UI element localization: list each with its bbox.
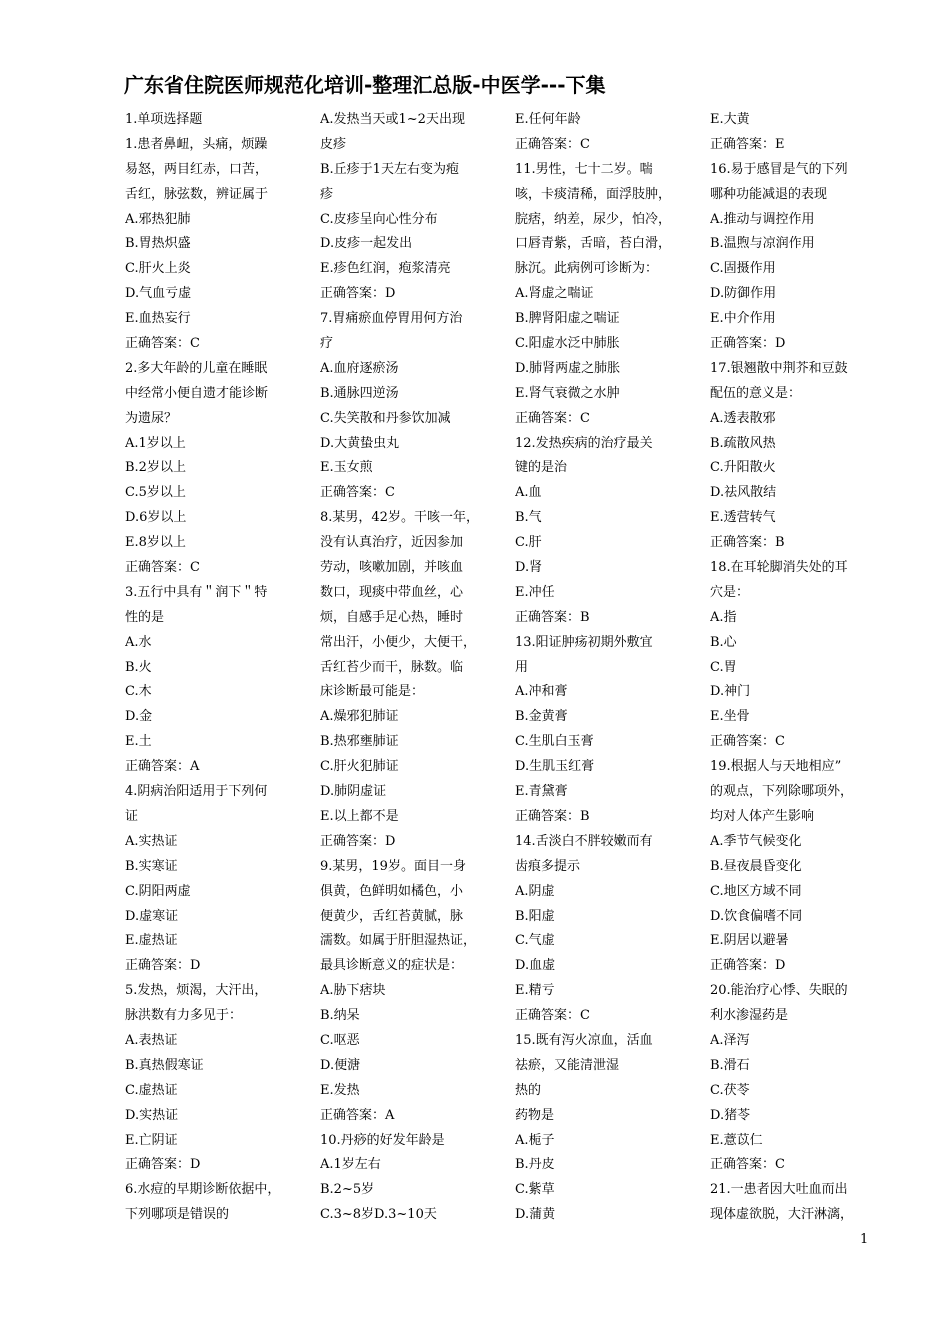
text-line: E.青黛膏 — [515, 784, 568, 800]
text-line: B.通脉四逆汤 — [320, 385, 399, 401]
text-line: B.火 — [125, 659, 152, 675]
text-line: 正确答案：C — [710, 734, 785, 750]
text-line: D.气血亏虚 — [125, 286, 192, 302]
text-line: A.指 — [710, 609, 737, 625]
text-line: 脉沉。此病例可诊断为： — [515, 261, 659, 277]
text-line: 为遗尿？ — [125, 410, 178, 426]
text-line: 3.五行中具有＂润下＂特 — [125, 584, 268, 600]
text-line: B.2岁以上 — [125, 460, 186, 476]
text-line: 均对人体产生影响 — [710, 808, 815, 824]
text-line: 正确答案：C — [125, 336, 200, 352]
text-line: 正确答案：E — [710, 136, 785, 152]
text-line: 键的是治 — [515, 460, 568, 476]
text-line: 现体虚欲脱，大汗淋漓， — [710, 1207, 854, 1223]
text-column-1 — [125, 108, 297, 1228]
text-line: 常出汗，小便少，大便干， — [320, 634, 477, 650]
text-column-4 — [710, 108, 882, 1228]
text-line: 疹 — [320, 186, 334, 202]
text-line: D.虚寒证 — [125, 908, 179, 924]
text-line: 哪种功能减退的表现 — [710, 186, 828, 202]
text-line: 中经常小便自遗才能诊断 — [125, 385, 269, 401]
text-line: 数口，现痰中带血丝，心 — [320, 584, 464, 600]
text-line: B.2~5岁 — [320, 1182, 375, 1198]
text-line: A.发热当天或1~2天出现 — [320, 112, 465, 127]
text-line: D.血虚 — [515, 958, 556, 974]
text-line: C.阴阳两虚 — [125, 883, 191, 899]
text-line: C.失笑散和丹参饮加减 — [320, 410, 451, 426]
text-line: B.疏散风热 — [710, 435, 776, 451]
text-line: A.肾虚之喘证 — [515, 286, 594, 302]
page-title: 广东省住院医师规范化培训-整理汇总版-中医学---下集 — [124, 73, 606, 97]
text-line: 正确答案：D — [125, 1157, 201, 1173]
text-line: A.季节气候变化 — [710, 833, 802, 849]
text-line: A.透表散邪 — [710, 410, 776, 426]
text-line: 9.某男，19岁。面目一身 — [320, 858, 466, 874]
text-line: A.栀子 — [515, 1132, 555, 1148]
text-line: 药物是 — [515, 1107, 555, 1123]
text-line: C.生肌白玉膏 — [515, 734, 594, 750]
text-line: D.猪苓 — [710, 1107, 751, 1123]
text-line: A.邪热犯肺 — [125, 211, 191, 227]
text-line: 14.舌淡白不胖较嫩而有 — [515, 833, 653, 849]
text-line: D.神门 — [710, 684, 751, 700]
text-line: 正确答案：B — [515, 808, 590, 824]
text-line: 正确答案：A — [125, 759, 200, 775]
text-line: A.血府逐瘀汤 — [320, 360, 399, 376]
text-line: 舌红，脉弦数，辨证属于 — [125, 186, 269, 202]
text-line: B.丘疹于1天左右变为疱 — [320, 161, 459, 177]
text-line: 正确答案：D — [125, 958, 201, 974]
text-line: 正确答案：C — [710, 1157, 785, 1173]
text-line: C.5岁以上 — [125, 485, 186, 501]
text-line: A.实热证 — [125, 833, 178, 849]
text-line: D.防御作用 — [710, 286, 777, 302]
text-line: 配伍的意义是： — [710, 385, 802, 401]
text-line: 证 — [125, 808, 139, 824]
text-line: 用 — [515, 659, 529, 675]
text-line: 7.胃痛瘀血停胃用何方治 — [320, 311, 463, 327]
text-line: B.气 — [515, 510, 542, 526]
text-line: D.肺阴虚证 — [320, 784, 387, 800]
text-line: C.地区方域不同 — [710, 883, 802, 899]
text-line: B.热邪壅肺证 — [320, 734, 399, 750]
text-line: 正确答案：B — [515, 609, 590, 625]
text-line: E.坐骨 — [710, 709, 750, 725]
text-line: 咳，卡痰清稀，面浮肢肿， — [515, 186, 672, 202]
text-line: 劳动，咳嗽加剧，并咳血 — [320, 560, 464, 576]
text-line: 穴是： — [710, 584, 750, 600]
text-line: 18.在耳轮脚消失处的耳 — [710, 560, 848, 576]
text-line: 齿痕多提示 — [515, 858, 581, 874]
text-line: 下列哪项是错误的 — [125, 1207, 230, 1223]
text-line: D.祛风散结 — [710, 485, 777, 501]
text-line: 疗 — [320, 336, 334, 352]
text-line: C.3~8岁D.3~10天 — [320, 1207, 437, 1223]
text-line: 4.阴病治阳适用于下列何 — [125, 784, 268, 800]
text-line: C.皮疹呈向心性分布 — [320, 211, 438, 227]
text-line: 8.某男，42岁。干咳一年， — [320, 510, 479, 526]
text-line: E.发热 — [320, 1082, 360, 1098]
text-line: 口唇青紫，舌暗，苔白滑， — [515, 236, 672, 252]
text-line: A.血 — [515, 485, 542, 501]
text-line: 21.一患者因大吐血而出 — [710, 1182, 848, 1198]
text-line: 10.丹痧的好发年龄是 — [320, 1132, 445, 1148]
text-line: E.大黄 — [710, 112, 750, 127]
text-line: B.真热假寒证 — [125, 1057, 204, 1073]
text-line: C.肝 — [515, 535, 542, 551]
text-line: C.紫草 — [515, 1182, 555, 1198]
text-line: A.阴虚 — [515, 883, 555, 899]
text-line: E.薏苡仁 — [710, 1132, 763, 1148]
text-line: D.大黄蛰虫丸 — [320, 435, 400, 451]
text-line: 最具诊断意义的症状是： — [320, 958, 464, 974]
text-line: C.固摄作用 — [710, 261, 776, 277]
text-line: B.昼夜晨昏变化 — [710, 858, 802, 874]
text-line: B.丹皮 — [515, 1157, 555, 1173]
text-line: D.饮食偏嗜不同 — [710, 908, 803, 924]
text-line: 易怒，两目红赤，口苦， — [125, 161, 269, 177]
text-line: D.生肌玉红膏 — [515, 759, 595, 775]
text-line: 6.水痘的早期诊断依据中， — [125, 1182, 281, 1198]
text-line: 正确答案：C — [515, 136, 590, 152]
text-line: 16.易于感冒是气的下列 — [710, 161, 848, 177]
text-line: 12.发热疾病的治疗最关 — [515, 435, 653, 451]
text-line: 2.多大年龄的儿童在睡眠 — [125, 360, 268, 376]
text-line: 11.男性，七十二岁。喘 — [515, 161, 653, 177]
text-line: E.虚热证 — [125, 933, 178, 949]
text-line: 舌红苔少而干，脉数。临 — [320, 659, 464, 675]
text-line: 正确答案：C — [515, 1008, 590, 1024]
text-line: E.任何年龄 — [515, 112, 581, 127]
text-line: 热的 — [515, 1082, 542, 1098]
text-line: 正确答案：D — [320, 833, 396, 849]
text-line: B.胃热炽盛 — [125, 236, 191, 252]
text-line: E.疹色红润，疱浆清亮 — [320, 261, 451, 277]
text-line: D.蒲黄 — [515, 1207, 556, 1223]
text-line: E.土 — [125, 734, 152, 750]
text-line: 正确答案：C — [515, 410, 590, 426]
text-line: E.亡阴证 — [125, 1132, 178, 1148]
text-line: A.水 — [125, 634, 152, 650]
text-line: 正确答案：C — [320, 485, 395, 501]
text-line: E.玉女煎 — [320, 460, 373, 476]
text-line: B.温煦与凉润作用 — [710, 236, 815, 252]
text-line: C.虚热证 — [125, 1082, 178, 1098]
text-line: E.冲任 — [515, 584, 555, 600]
text-line: A.表热证 — [125, 1032, 178, 1048]
text-line: D.金 — [125, 709, 153, 725]
text-line: A.1岁左右 — [320, 1157, 381, 1173]
text-line: C.肝火上炎 — [125, 261, 191, 277]
text-line: 正确答案：B — [710, 535, 785, 551]
text-line: A.胁下痞块 — [320, 983, 386, 999]
text-line: 正确答案：C — [125, 560, 200, 576]
text-line: 烦，自感手足心热，睡时 — [320, 609, 464, 625]
text-line: 17.银翘散中荆芥和豆鼓 — [710, 360, 848, 376]
text-line: C.肝火犯肺证 — [320, 759, 399, 775]
text-line: C.茯苓 — [710, 1082, 750, 1098]
text-line: E.8岁以上 — [125, 535, 186, 551]
text-line: E.肾气衰微之水肿 — [515, 385, 620, 401]
text-column-3 — [515, 108, 687, 1228]
text-line: B.心 — [710, 634, 737, 650]
text-line: A.燥邪犯肺证 — [320, 709, 399, 725]
text-line: D.皮疹一起发出 — [320, 236, 413, 252]
text-line: D.6岁以上 — [125, 510, 187, 526]
text-line: 濡数。如属于肝胆湿热证， — [320, 933, 477, 949]
text-line: B.实寒证 — [125, 858, 178, 874]
text-line: 正确答案：A — [320, 1107, 395, 1123]
text-line: 便黄少，舌红苔黄腻，脉 — [320, 908, 464, 924]
text-line: A.泽泻 — [710, 1032, 750, 1048]
text-line: 正确答案：D — [320, 286, 396, 302]
text-line: 性的是 — [125, 609, 165, 625]
text-line: 脉洪数有力多见于： — [125, 1008, 243, 1024]
text-line: A.1岁以上 — [125, 435, 186, 451]
text-line: 利水渗湿药是 — [710, 1008, 789, 1024]
text-line: 没有认真治疗，近因参加 — [320, 535, 464, 551]
text-line: 皮疹 — [320, 136, 347, 152]
text-line: E.以上都不是 — [320, 808, 399, 824]
text-line: D.实热证 — [125, 1107, 179, 1123]
text-line: 的观点，下列除哪项外， — [710, 784, 854, 800]
text-line: E.阴居以避暑 — [710, 933, 789, 949]
text-line: B.脾肾阳虚之喘证 — [515, 311, 620, 327]
text-line: C.木 — [125, 684, 152, 700]
text-line: B.滑石 — [710, 1057, 750, 1073]
text-line: A.推动与调控作用 — [710, 211, 815, 227]
text-line: E.中介作用 — [710, 311, 776, 327]
text-column-2 — [320, 108, 492, 1228]
text-line: D.肾 — [515, 560, 543, 576]
text-line: D.肺肾两虚之肺胀 — [515, 360, 621, 376]
text-line: C.胃 — [710, 659, 737, 675]
text-line: C.呕恶 — [320, 1032, 360, 1048]
text-line: 19.根据人与天地相应” — [710, 759, 842, 775]
text-line: C.升阳散火 — [710, 460, 776, 476]
text-line: A.冲和膏 — [515, 684, 568, 700]
text-line: 15.既有泻火凉血，活血 — [515, 1032, 653, 1048]
text-line: E.透营转气 — [710, 510, 776, 526]
text-line: 13.阳证肿疡初期外敷宜 — [515, 634, 653, 650]
text-line: 祛瘀，又能清泄湿 — [515, 1057, 620, 1073]
text-line: 1.单项选择题 — [125, 112, 203, 127]
text-line: C.阳虚水泛中肺胀 — [515, 336, 620, 352]
page-number: 1 — [860, 1232, 869, 1247]
text-line: 20.能治疗心悸、失眠的 — [710, 983, 848, 999]
text-line: B.阳虚 — [515, 908, 555, 924]
text-line: 正确答案：D — [710, 958, 786, 974]
text-line: 5.发热，烦渴，大汗出， — [125, 983, 268, 999]
text-line: B.纳呆 — [320, 1008, 360, 1024]
text-line: D.便溏 — [320, 1057, 361, 1073]
text-line: 俱黄，色鲜明如橘色，小 — [320, 883, 464, 899]
text-line: B.金黄膏 — [515, 709, 568, 725]
text-line: E.血热妄行 — [125, 311, 191, 327]
text-line: 1.患者鼻衄，头痛，烦躁 — [125, 136, 268, 152]
text-line: E.精亏 — [515, 983, 555, 999]
text-line: 脘痞，纳差，尿少，怕冷， — [515, 211, 672, 227]
text-line: 床诊断最可能是： — [320, 684, 425, 700]
text-line: C.气虚 — [515, 933, 555, 949]
text-line: 正确答案：D — [710, 336, 786, 352]
